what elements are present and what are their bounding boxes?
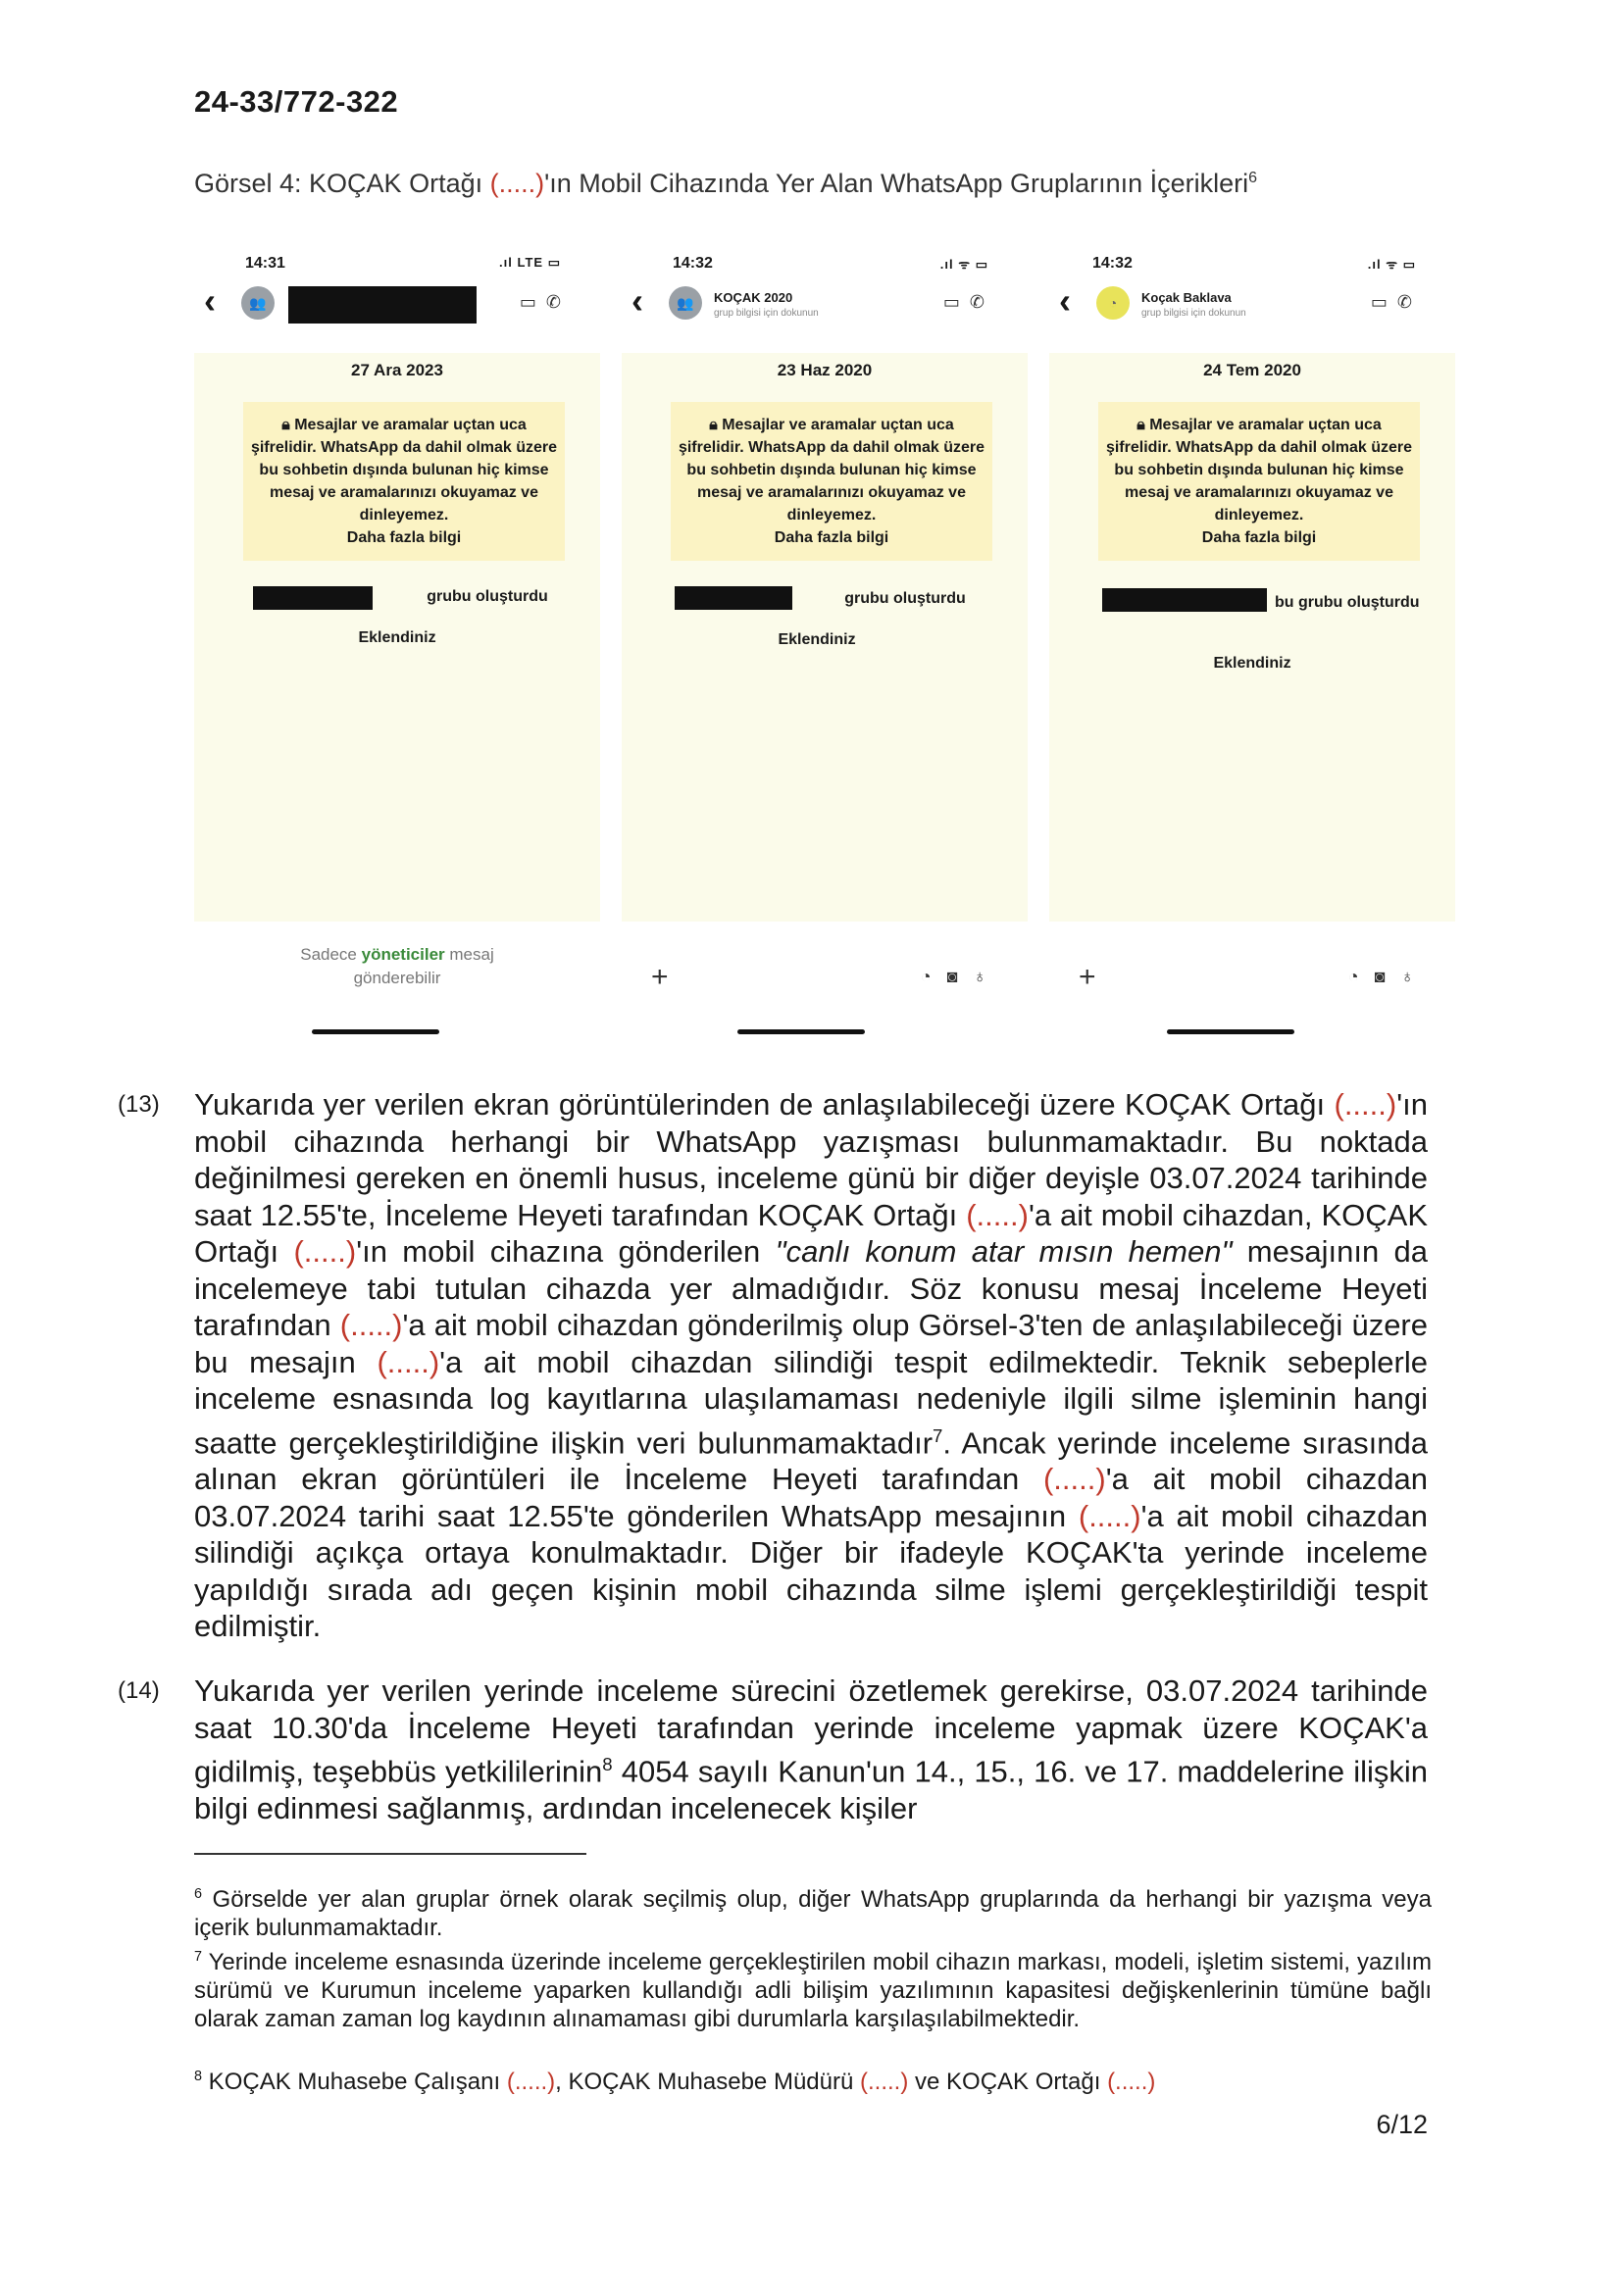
call-icons — [520, 292, 571, 313]
admins-link[interactable]: yöneticiler — [361, 945, 445, 964]
added-text: Eklendiniz — [1213, 655, 1291, 672]
home-indicator — [312, 1029, 439, 1034]
text-segment: "canlı konum atar mısın hemen" — [775, 1234, 1233, 1269]
text-segment: 'ın mobil cihazına gönderilen — [356, 1234, 776, 1269]
phone-screenshot-1 — [194, 245, 600, 1049]
status-time: 14:32 — [673, 255, 713, 272]
status-time: 14:31 — [245, 255, 285, 272]
figure-title-suffix: 'ın Mobil Cihazında Yer Alan WhatsApp Gruplarının İçerikleri — [544, 169, 1249, 198]
paragraph-number: (13) — [118, 1091, 160, 1118]
network-type: LTE — [517, 255, 544, 270]
figure-title — [194, 169, 1257, 199]
group-created-text: grubu oluşturdu — [427, 588, 548, 605]
redacted-name: (.....) — [1107, 2069, 1156, 2095]
battery-icon: ▭ — [547, 255, 561, 270]
text-segment: 'a ait mobil cihazdan gönderilmiş olup Görsel-3'ten de anlaşılabileceği üzere bu mesajın — [194, 1308, 1428, 1379]
footnote-ref: 8 — [194, 2069, 203, 2084]
chat-date: 23 Haz 2020 — [777, 361, 873, 379]
redacted-name: (.....) — [1078, 1498, 1141, 1533]
chat-date: 27 Ara 2023 — [351, 361, 443, 379]
figure-title-prefix: Görsel 4: KOÇAK Ortağı — [194, 169, 490, 198]
group-created-text: bu grubu oluşturdu — [1275, 594, 1420, 611]
phone-icon[interactable]: ✆ — [1396, 292, 1422, 312]
phone-screenshot-2 — [622, 245, 1028, 1049]
plus-icon[interactable]: + — [651, 961, 669, 993]
group-avatar-icon: 👥 — [669, 286, 702, 320]
redacted-name: (.....) — [506, 2069, 556, 2095]
footnote-ref: 7 — [933, 1424, 943, 1446]
more-info-link[interactable]: Daha fazla bilgi — [346, 529, 462, 546]
call-icons — [943, 292, 994, 313]
paragraph-number: (14) — [118, 1677, 160, 1704]
group-name[interactable]: KOÇAK 2020 — [714, 290, 793, 305]
battery-icon: ▭ — [975, 257, 988, 272]
phone-icon[interactable]: ✆ — [545, 292, 571, 312]
admins-text-c: mesaj — [444, 945, 494, 964]
encryption-text: Mesajlar ve aramalar uçtan uca şifrelidir. WhatsApp da dahil olmak üzere bu sohbetin dışında bulunan hiç kimse mesaj ve aramalarınızı okuyamaz ve dinleyemez. — [1105, 417, 1413, 524]
plus-icon[interactable]: + — [1079, 961, 1096, 993]
chevron-left-icon[interactable]: ‹ — [631, 280, 643, 321]
group-subtitle[interactable]: grup bilgisi için dokunun — [714, 308, 819, 319]
sticker-icon[interactable]: ◔ — [920, 967, 947, 986]
home-indicator — [737, 1029, 865, 1034]
more-info-link[interactable]: Daha fazla bilgi — [774, 529, 889, 546]
home-indicator — [1167, 1029, 1294, 1034]
chevron-left-icon[interactable]: ‹ — [1059, 280, 1071, 321]
admins-text-a: Sadece — [300, 945, 362, 964]
redacted-name: (.....) — [489, 169, 545, 198]
paragraph-text — [194, 1086, 1428, 1645]
call-icons — [1371, 292, 1422, 313]
text-segment: 'ın mobil cihazında herhangi bir WhatsApp yazışması bulunmamaktadır. Bu noktada değinilmesi gereken en önemli husus, inceleme günü bir diğer deyişle 03.07.2024 tarihinde saat 12.55'te, İnceleme Heyeti tarafından KOÇAK Ortağı — [194, 1087, 1428, 1232]
compose-icons — [1348, 967, 1430, 987]
text-segment: mesajının da incelemeye tabi tutulan cihazda yer almadığıdır. Söz konusu mesaj İnceleme Heyeti tarafından — [194, 1234, 1428, 1342]
redacted-name: (.....) — [293, 1234, 357, 1269]
text-segment: , KOÇAK Muhasebe Müdürü — [555, 2069, 860, 2095]
paragraph-text — [194, 1672, 1428, 1826]
redaction-bar — [288, 286, 477, 324]
footnote-8 — [194, 2063, 1432, 2096]
encryption-notice — [1098, 402, 1420, 561]
text-segment: 'a ait mobil cihazdan silindiği açıkça ortaya konulmaktadır. Diğer bir ifadeyle KOÇAK'ta yerinde inceleme yapıldığı sırada adı geçen kişinin mobil cihazında silme işlemi gerçekleştirildiği tespit edilmiştir. — [194, 1498, 1428, 1644]
redacted-name: (.....) — [377, 1344, 440, 1379]
camera-icon[interactable]: ◙ — [1374, 967, 1401, 986]
group-created-text: grubu oluşturdu — [844, 590, 966, 607]
redacted-name: (.....) — [1334, 1087, 1397, 1122]
sticker-icon[interactable]: ◔ — [1347, 967, 1375, 986]
text-segment: Yerinde inceleme esnasında üzerinde inceleme gerçekleştirilen mobil cihazın markası, modeli, işletim sistemi, yazılım sürümü ve Kurumun inceleme yaparken kullandığı adli bilişim yazılımının kapasitesi değişkenlerinin tümüne bağlı olarak zaman zaman log kaydının alınamaması gibi durumlarla karşılaşılabilmektedir. — [194, 1949, 1432, 2032]
video-camera-icon[interactable]: ▭ — [519, 292, 546, 312]
added-text: Eklendiniz — [778, 631, 856, 648]
status-network: .ıl ᯤ ▭ — [1367, 257, 1416, 272]
text-segment: . Ancak yerinde inceleme sırasında alınan ekran görüntüleri ile İnceleme Heyeti tarafından — [194, 1424, 1428, 1497]
footnote-divider — [194, 1853, 586, 1855]
added-text: Eklendiniz — [358, 629, 436, 646]
phone-icon[interactable]: ✆ — [969, 292, 994, 312]
paragraph-14 — [118, 1672, 1432, 1839]
group-avatar-icon: ◔ — [1096, 286, 1130, 320]
lock-icon: 🔒︎ — [281, 417, 295, 433]
status-network: .ıl ᯤ ▭ — [939, 257, 988, 272]
chevron-left-icon[interactable]: ‹ — [204, 280, 216, 321]
status-time: 14:32 — [1092, 255, 1133, 272]
footnote-ref: 8 — [602, 1754, 613, 1774]
admins-text-2: gönderebilir — [353, 969, 441, 987]
group-avatar-icon: 👥 — [241, 286, 275, 320]
text-segment: 'a ait mobil cihazdan 03.07.2024 tarihi saat 12.55'te gönderilen WhatsApp mesajının — [194, 1462, 1428, 1533]
microphone-icon[interactable]: ♁ — [973, 967, 1002, 986]
group-subtitle[interactable]: grup bilgisi için dokunun — [1141, 308, 1246, 319]
text-segment: 4054 sayılı Kanun'un 14., 15., 16. ve 17. maddelerine ilişkin bilgi edinmesi sağlanmış, ardından incelenecek kişiler — [194, 1754, 1428, 1825]
paragraph-13 — [118, 1086, 1432, 1655]
group-name[interactable]: Koçak Baklava — [1141, 290, 1232, 305]
text-segment: 'a ait mobil cihazdan silindiği tespit edilmektedir. Teknik sebeplerle inceleme esnasında log kayıtlarına ulaşılamaması nedeniyle ilgili silme işleminin hangi saatte gerçekleştirildiğine ilişkin veri bulunmamaktadır — [194, 1344, 1428, 1460]
encryption-notice — [671, 402, 992, 561]
text-segment: ve KOÇAK Ortağı — [908, 2069, 1108, 2095]
encryption-text: Mesajlar ve aramalar uçtan uca şifrelidir. WhatsApp da dahil olmak üzere bu sohbetin dışında bulunan hiç kimse mesaj ve aramalarınızı okuyamaz ve dinleyemez. — [678, 417, 985, 524]
redacted-name: (.....) — [339, 1308, 403, 1342]
footnote-6 — [194, 1880, 1432, 1942]
camera-icon[interactable]: ◙ — [946, 967, 974, 986]
video-camera-icon[interactable]: ▭ — [942, 292, 970, 312]
microphone-icon[interactable]: ♁ — [1400, 967, 1430, 986]
admins-only-notice — [194, 943, 600, 990]
lock-icon: 🔒︎ — [1136, 417, 1150, 433]
text-segment: Yukarıda yer verilen yerinde inceleme sürecini özetlemek gerekirse, 03.07.2024 tarihinde saat 10.30'da İnceleme Heyeti tarafından yerinde inceleme yapmak üzere KOÇAK'a gidilmiş, teşebbüs yetkililerinin — [194, 1673, 1428, 1789]
status-network: .ıl LTE ▭ — [499, 255, 561, 270]
more-info-link[interactable]: Daha fazla bilgi — [1201, 529, 1317, 546]
phone-screenshot-3 — [1049, 245, 1455, 1049]
text-segment: KOÇAK Muhasebe Çalışanı — [202, 2069, 507, 2095]
footnote-ref: 6 — [1248, 170, 1258, 186]
redacted-name: (.....) — [1042, 1462, 1106, 1497]
redacted-name: (.....) — [860, 2069, 909, 2095]
redaction-bar — [1102, 588, 1267, 612]
encryption-text: Mesajlar ve aramalar uçtan uca şifrelidir. WhatsApp da dahil olmak üzere bu sohbetin dışında bulunan hiç kimse mesaj ve aramalarınızı okuyamaz ve dinleyemez. — [250, 417, 558, 524]
text-segment: Yukarıda yer verilen ekran görüntülerinden de anlaşılabileceği üzere KOÇAK Ortağı — [194, 1087, 1335, 1122]
footnote-ref: 6 — [194, 1886, 203, 1902]
battery-icon: ▭ — [1402, 257, 1416, 272]
text-segment: 'a ait mobil cihazdan, KOÇAK Ortağı — [194, 1197, 1428, 1269]
chat-date: 24 Tem 2020 — [1203, 361, 1301, 379]
text-segment: Görselde yer alan gruplar örnek olarak seçilmiş olup, diğer WhatsApp gruplarında da herhangi bir yazışma veya içerik bulunmamaktadır. — [194, 1886, 1432, 1941]
redacted-name: (.....) — [966, 1197, 1029, 1232]
footnote-7 — [194, 1943, 1432, 2033]
page-number: 6/12 — [1376, 2110, 1428, 2139]
footnote-ref: 7 — [194, 1949, 203, 1965]
lock-icon: 🔒︎ — [709, 417, 723, 433]
video-camera-icon[interactable]: ▭ — [1370, 292, 1397, 312]
encryption-notice — [243, 402, 565, 561]
compose-icons — [921, 967, 1002, 987]
document-id: 24-33/772-322 — [194, 84, 399, 119]
